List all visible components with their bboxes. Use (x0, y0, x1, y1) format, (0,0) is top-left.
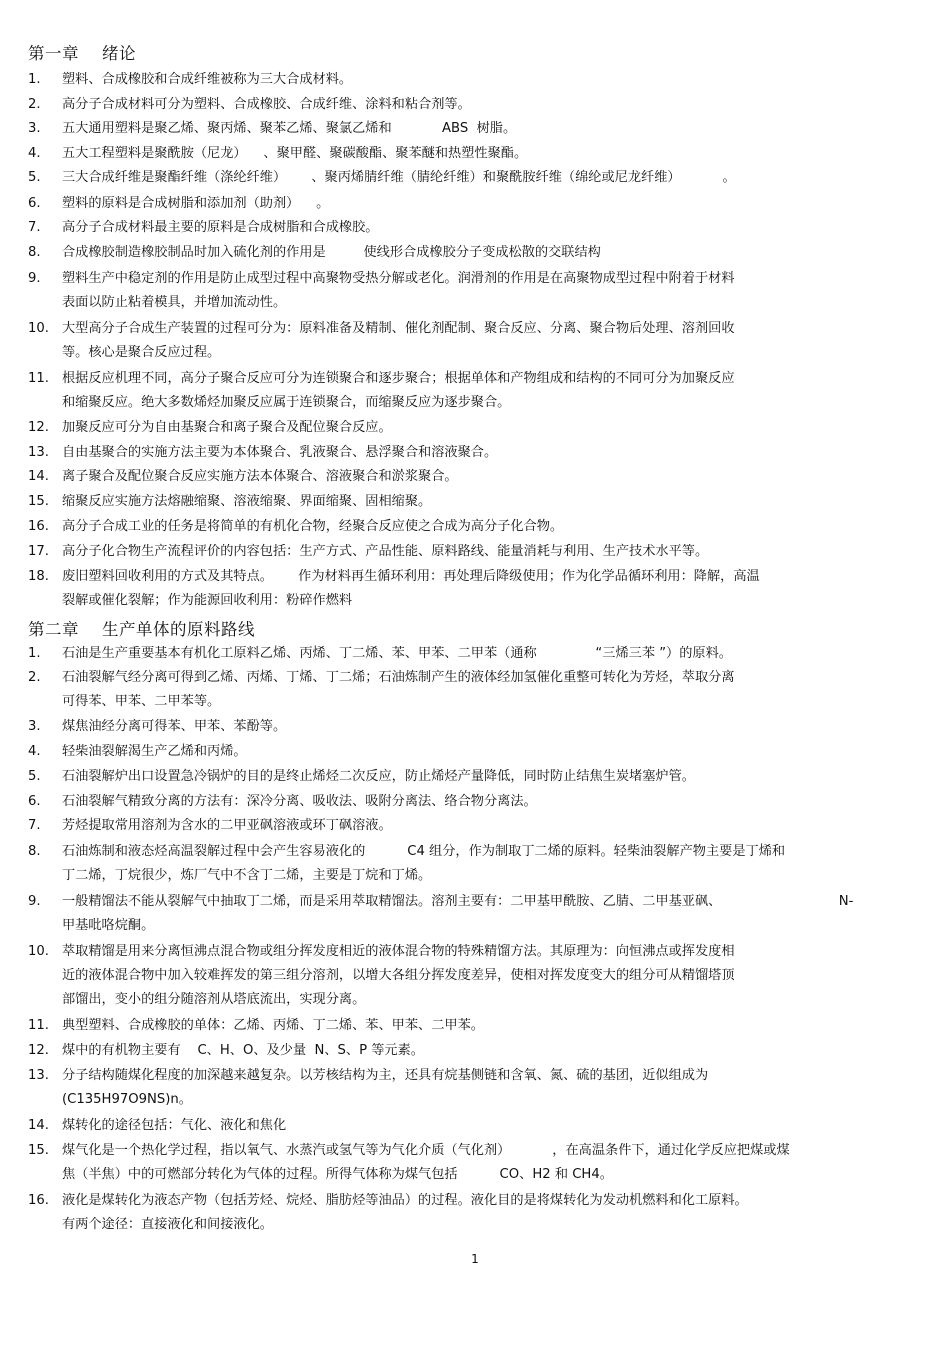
item-text-line: 分子结构随煤化程度的加深越来越复杂。以芳核结构为主，还具有烷基侧链和含氧、氮、硫的基团，近似组成为 (62, 1068, 709, 1083)
list-item (28, 117, 923, 141)
item-text-line: 煤气化是一个热化学过程，指以氧气、水蒸汽或氢气等为气化介质（气化剂） ，在高温条件下，通过化学反应把煤或煤 (62, 1143, 790, 1158)
item-text-line: 石油是生产重要基本有机化工原料乙烯、丙烯、丁二烯、苯、甲苯、二甲苯（通称 “三烯三苯 ”）的原料。 (62, 646, 732, 661)
item-text-line: 缩聚反应实施方法熔融缩聚、溶液缩聚、界面缩聚、固相缩聚。 (62, 494, 432, 509)
item-text-line: 和缩聚反应。绝大多数烯烃加聚反应属于连锁聚合，而缩聚反应为逐步聚合。 (62, 395, 511, 410)
list-item (28, 93, 923, 117)
item-text-line: 典型塑料、合成橡胶的单体：乙烯、丙烯、丁二烯、苯、甲苯、二甲苯。 (62, 1018, 484, 1033)
list-item (28, 416, 923, 440)
item-number: 15. (28, 494, 49, 509)
item-number: 10. (28, 944, 49, 959)
list-item (28, 142, 923, 166)
item-number: 1. (28, 72, 41, 87)
item-number: 16. (28, 1193, 49, 1208)
item-text-line: 有两个途径：直接液化和间接液化。 (62, 1217, 273, 1232)
item-text-line: 高分子合成工业的任务是将简单的有机化合物，经聚合反应使之合成为高分子化合物。 (62, 519, 564, 534)
item-text-line: 石油裂解气经分离可得到乙烯、丙烯、丁烯、丁二烯；石油炼制产生的液体经加氢催化重整可转化为芳烃，萃取分离 (62, 670, 735, 685)
item-number: 9. (28, 271, 41, 286)
list-item (28, 715, 923, 739)
item-text-line: 石油裂解气精致分离的方法有：深冷分离、吸收法、吸附分离法、络合物分离法。 (62, 794, 537, 809)
chapter-2-title: 第二章 生产单体的原料路线 (28, 620, 255, 639)
item-text-line: 自由基聚合的实施方法主要为本体聚合、乳液聚合、悬浮聚合和溶液聚合。 (62, 445, 498, 460)
list-item (28, 68, 923, 92)
item-text-line: 三大合成纤维是聚酯纤维（涤纶纤维） 、聚丙烯腈纤维（腈纶纤维）和聚酰胺纤维（绵纶或尼龙纤维） 。 (62, 170, 736, 185)
item-number: 1. (28, 646, 41, 661)
item-number: 11. (28, 371, 49, 386)
item-text-line: 煤转化的途径包括：气化、液化和焦化 (62, 1118, 287, 1133)
item-number: 6. (28, 794, 41, 809)
list-item (28, 890, 923, 938)
item-number: 2. (28, 670, 41, 685)
item-text-line: 焦（半焦）中的可燃部分转化为气体的过程。所得气体称为煤气包括 CO、H2 和 CH4。 (62, 1167, 613, 1182)
list-item (28, 1014, 923, 1038)
list-item (28, 465, 923, 489)
item-text-line: 等。核心是聚合反应过程。 (62, 345, 221, 360)
item-text-line: 高分子化合物生产流程评价的内容包括：生产方式、产品性能、原料路线、能量消耗与利用、生产技术水平等。 (62, 544, 709, 559)
list-item (28, 1189, 923, 1237)
item-number: 9. (28, 894, 41, 909)
list-item (28, 192, 923, 216)
item-text-line: 裂解或催化裂解；作为能源回收利用：粉碎作燃料 (62, 593, 353, 608)
list-item (28, 1064, 923, 1112)
item-text-line: 高分子合成材料可分为塑料、合成橡胶、合成纤维、涂料和粘合剂等。 (62, 97, 471, 112)
item-text-line: 合成橡胶制造橡胶制品时加入硫化剂的作用是 使线形合成橡胶分子变成松散的交联结构 (62, 245, 601, 260)
list-item (28, 666, 923, 714)
item-text-line: 甲基吡咯烷酮。 (62, 918, 155, 933)
item-number: 4. (28, 744, 41, 759)
item-text-line: 一般精馏法不能从裂解气中抽取丁二烯，而是采用萃取精馏法。溶剂主要有：二甲基甲酰胺、乙腈、二甲基亚砜、 N- (62, 894, 854, 909)
item-text-line: 可得苯、甲苯、二甲苯等。 (62, 694, 221, 709)
item-number: 6. (28, 196, 41, 211)
item-number: 16. (28, 519, 49, 534)
item-number: 17. (28, 544, 49, 559)
list-item (28, 814, 923, 838)
item-text-line: 塑料的原料是合成树脂和添加剂（助剂） 。 (62, 196, 330, 211)
item-text-line: 废旧塑料回收利用的方式及其特点。 作为材料再生循环利用：再处理后降级使用；作为化学品循环利用：降解，高温 (62, 569, 760, 584)
item-text-line: 液化是煤转化为液态产物（包括芳烃、烷烃、脂肪烃等油品）的过程。液化目的是将煤转化为发动机燃料和化工原料。 (62, 1193, 748, 1208)
item-text-line: 塑料、合成橡胶和合成纤维被称为三大合成材料。 (62, 72, 353, 87)
item-number: 11. (28, 1018, 49, 1033)
list-item (28, 840, 923, 888)
list-item (28, 1039, 923, 1063)
item-text-line: 部馏出，变小的组分随溶剂从塔底流出，实现分离。 (62, 992, 366, 1007)
item-number: 7. (28, 220, 41, 235)
item-text-line: 萃取精馏是用来分离恒沸点混合物或组分挥发度相近的液体混合物的特殊精馏方法。其原理为：向恒沸点或挥发度相 (62, 944, 735, 959)
list-item (28, 441, 923, 465)
item-number: 8. (28, 245, 41, 260)
item-text-line: (C135H97O9NS)n。 (62, 1092, 192, 1107)
item-text-line: 根据反应机理不同，高分子聚合反应可分为连锁聚合和逐步聚合；根据单体和产物组成和结构的不同可分为加聚反应 (62, 371, 735, 386)
item-number: 3. (28, 121, 41, 136)
item-text-line: 塑料生产中稳定剂的作用是防止成型过程中高聚物受热分解或老化。润滑剂的作用是在高聚物成型过程中附着于材料 (62, 271, 735, 286)
item-text-line: 表面以防止粘着模具，并增加流动性。 (62, 295, 287, 310)
item-number: 14. (28, 469, 49, 484)
item-number: 12. (28, 1043, 49, 1058)
item-text-line: 石油炼制和液态烃高温裂解过程中会产生容易液化的 C4 组分，作为制取丁二烯的原料。轻柴油裂解产物主要是丁烯和 (62, 844, 786, 859)
list-item (28, 765, 923, 789)
item-text-line: 石油裂解炉出口设置急冷锅炉的目的是终止烯烃二次反应，防止烯烃产量降低，同时防止结焦生炭堵塞炉管。 (62, 769, 695, 784)
item-text-line: 五大工程塑料是聚酰胺（尼龙） 、聚甲醛、聚碳酸酯、聚苯醚和热塑性聚酯。 (62, 146, 528, 161)
item-text-line: 近的液体混合物中加入较难挥发的第三组分溶剂，以增大各组分挥发度差异，使相对挥发度变大的组分可从精馏塔顶 (62, 968, 735, 983)
item-text-line: 芳烃提取常用溶剂为含水的二甲亚砜溶液或环丁砜溶液。 (62, 818, 392, 833)
item-number: 14. (28, 1118, 49, 1133)
item-text-line: 离子聚合及配位聚合反应实施方法本体聚合、溶液聚合和淤浆聚合。 (62, 469, 458, 484)
item-text-line: 大型高分子合成生产装置的过程可分为：原料准备及精制、催化剂配制、聚合反应、分离、聚合物后处理、溶剂回收 (62, 321, 735, 336)
item-number: 13. (28, 1068, 49, 1083)
item-number: 18. (28, 569, 49, 584)
item-number: 5. (28, 170, 41, 185)
list-item (28, 642, 923, 666)
item-number: 4. (28, 146, 41, 161)
list-item (28, 317, 923, 365)
item-number: 3. (28, 719, 41, 734)
list-item (28, 740, 923, 764)
item-number: 5. (28, 769, 41, 784)
list-item (28, 565, 923, 613)
item-text-line: 煤中的有机物主要有 C、H、O、及少量 N、S、P 等元素。 (62, 1043, 424, 1058)
item-number: 8. (28, 844, 41, 859)
item-number: 7. (28, 818, 41, 833)
list-item (28, 216, 923, 240)
page-number: 1 (471, 1252, 479, 1266)
item-text-line: 五大通用塑料是聚乙烯、聚丙烯、聚苯乙烯、聚氯乙烯和 ABS 树脂。 (62, 121, 517, 136)
list-item (28, 540, 923, 564)
item-number: 13. (28, 445, 49, 460)
list-item (28, 1139, 923, 1187)
item-number: 2. (28, 97, 41, 112)
item-number: 12. (28, 420, 49, 435)
list-item (28, 1114, 923, 1138)
item-text-line: 轻柴油裂解渴生产乙烯和丙烯。 (62, 744, 247, 759)
item-number: 10. (28, 321, 49, 336)
list-item (28, 166, 923, 190)
list-item (28, 940, 923, 1012)
item-number: 15. (28, 1143, 49, 1158)
list-item (28, 241, 923, 265)
list-item (28, 490, 923, 514)
list-item (28, 790, 923, 814)
item-text-line: 煤焦油经分离可得苯、甲苯、苯酚等。 (62, 719, 287, 734)
list-item (28, 515, 923, 539)
item-text-line: 高分子合成材料最主要的原料是合成树脂和合成橡胶。 (62, 220, 379, 235)
list-item (28, 267, 923, 315)
item-text-line: 加聚反应可分为自由基聚合和离子聚合及配位聚合反应。 (62, 420, 392, 435)
item-text-line: 丁二烯，丁烷很少，炼厂气中不含丁二烯，主要是丁烷和丁烯。 (62, 868, 432, 883)
chapter-1-title: 第一章 绪论 (28, 44, 136, 63)
list-item (28, 367, 923, 415)
